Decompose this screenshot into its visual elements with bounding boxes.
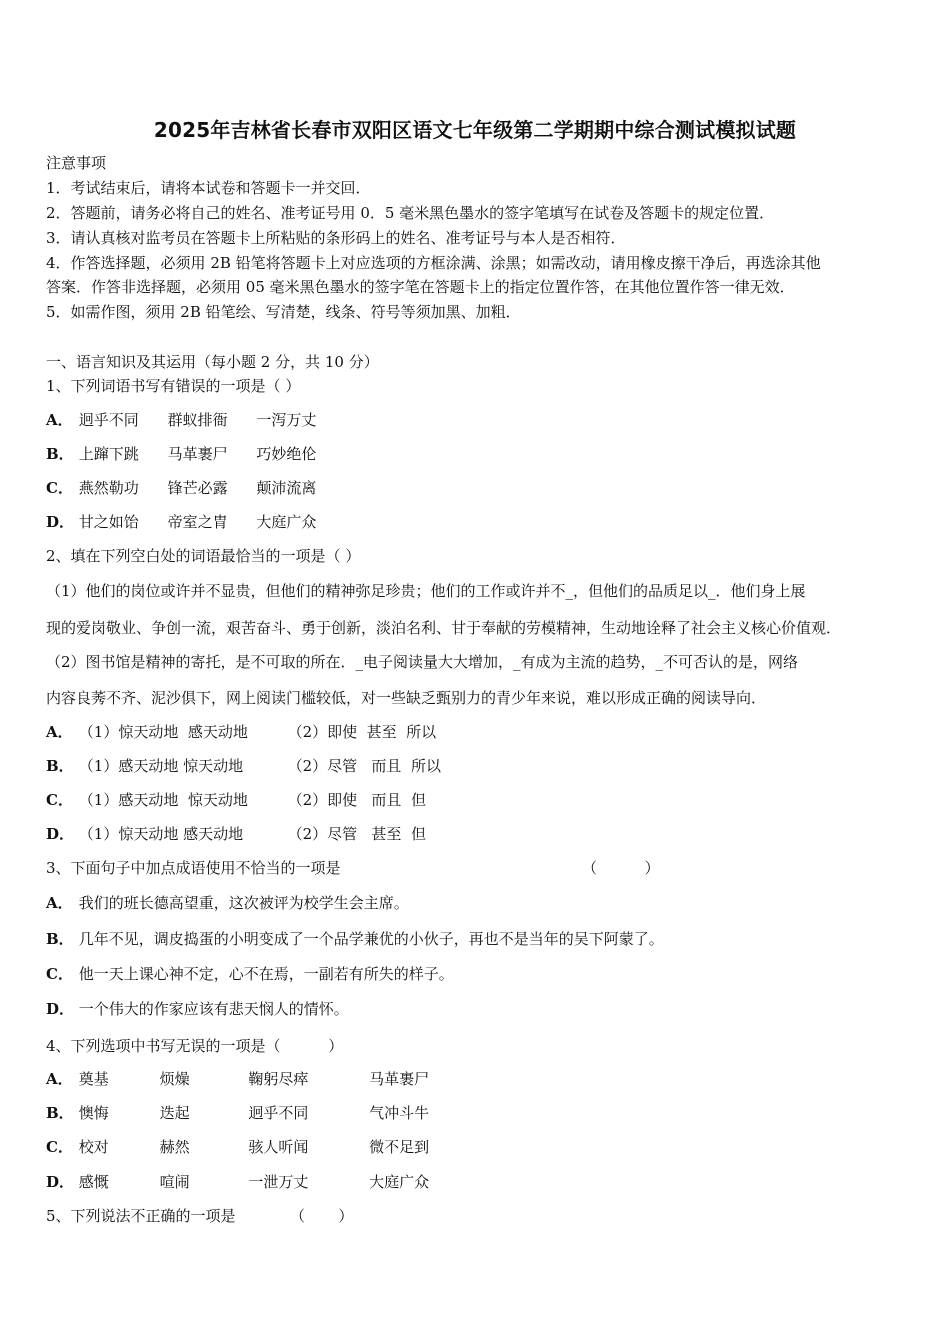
question-3-text: 3、下面句子中加点成语使用不恰当的一项是 [46,859,341,877]
question-2-paragraph: （1）他们的岗位或许并不显贵，但他们的精神弥足珍贵；他们的工作或许并不_，但他们的品质足以_．他们身上展 [46,582,806,600]
option-word: 骇人听闻 [248,1138,309,1156]
question-4-option-a [46,1069,429,1089]
question-2-option-c [46,790,426,810]
option-label: D． [46,1173,75,1191]
option-word: 群蚁排衙 [167,411,228,429]
option-word: 校对 [78,1138,109,1156]
option-word: 烦燥 [159,1070,190,1088]
option-word: 一泄万丈 [248,1173,309,1191]
option-word: 马革裹尸 [167,445,228,463]
option-label: A． [46,723,73,741]
option-word: 迥乎不同 [248,1104,309,1122]
question-2-option-a [46,722,436,742]
option-label: D． [46,513,75,531]
option-text: 几年不见，调皮捣蛋的小明变成了一个品学兼优的小伙子，再也不是当年的吴下阿蒙了。 [78,930,664,948]
answer-bracket: （ ） [582,859,660,877]
option-word: 帝室之胄 [167,513,228,531]
question-1-stem: 1、下列词语书写有错误的一项是（ ） [46,377,301,395]
question-3-stem [46,858,341,878]
option-part: （2）尽管 甚至 但 [287,825,426,843]
option-part: （2）尽管 而且 所以 [287,757,441,775]
option-label: A． [46,1070,73,1088]
question-1-option-c [46,478,316,498]
question-3-option-b [46,929,664,949]
option-label: A． [46,894,73,912]
option-label: A． [46,411,73,429]
option-text: 他一天上课心神不定，心不在焉，一副若有所失的样子。 [78,965,454,983]
option-label: B． [46,757,74,775]
notice-heading: 注意事项 [46,154,107,172]
option-word: 喧闹 [159,1173,190,1191]
question-3-option-d [46,999,349,1019]
option-part: （1）惊天动地 感天动地 [78,825,244,843]
question-2-stem: 2、填在下列空白处的词语最恰当的一项是（ ） [46,547,361,565]
option-text: 一个伟大的作家应该有悲天悯人的情怀。 [78,1000,349,1018]
option-word: 迥乎不同 [78,411,139,429]
question-2-option-b [46,756,441,776]
option-word: 颠沛流离 [256,479,317,497]
option-label: B． [46,930,74,948]
option-label: C． [46,479,73,497]
notice-item: 5．如需作图，须用 2B 铅笔绘、写清楚，线条、符号等须加黑、加粗． [46,303,521,321]
option-word: 感慨 [78,1173,109,1191]
option-label: C． [46,1138,73,1156]
question-4-option-d [46,1172,429,1192]
option-part: （2）即使 甚至 所以 [287,723,437,741]
notice-item: 1．考试结束后，请将本试卷和答题卡一并交回． [46,179,371,197]
page-title: 2025年吉林省长春市双阳区语文七年级第二学期期中综合测试模拟试题 [153,118,797,142]
section-heading: 一、语言知识及其运用（每小题 2 分，共 10 分） [46,353,379,371]
question-4-option-b [46,1103,429,1123]
option-part: （2）即使 而且 但 [287,791,426,809]
question-2-option-d [46,824,426,844]
option-text: 我们的班长德高望重，这次被评为校学生会主席。 [78,894,409,912]
notice-item: 答案．作答非选择题，必须用 05 毫米黑色墨水的签字笔在答题卡上的指定位置作答，在其他位置作答一律无效． [46,278,795,296]
notice-item: 2．答题前，请务必将自己的姓名、准考证号用 0．5 毫米黑色墨水的签字笔填写在试卷及答题卡的规定位置． [46,204,775,222]
option-label: B． [46,1104,74,1122]
notice-item: 4．作答选择题，必须用 2B 铅笔将答题卡上对应选项的方框涂满、涂黑；如需改动，请用橡皮擦干净后，再选涂其他 [46,254,821,272]
option-word: 燕然勒功 [78,479,139,497]
question-4-stem: 4、下列选项中书写无误的一项是（ ） [46,1037,344,1055]
option-label: C． [46,965,73,983]
question-1-option-b [46,444,316,464]
option-part: （1）感天动地 惊天动地 [78,757,244,775]
option-word: 甘之如饴 [78,513,139,531]
question-1-option-a [46,410,316,430]
option-word: 赫然 [159,1138,190,1156]
question-2-paragraph: （2）图书馆是精神的寄托，是不可取的所在．_电子阅读量大大增加，_有成为主流的趋势，_不可否认的是，网络 [46,653,799,671]
option-label: D． [46,1000,75,1018]
option-word: 气冲斗牛 [369,1104,430,1122]
option-word: 迭起 [159,1104,190,1122]
option-part: （1）感天动地 惊天动地 [78,791,248,809]
option-word: 懊悔 [78,1104,109,1122]
option-word: 马革裹尸 [369,1070,430,1088]
option-word: 锋芒必露 [167,479,228,497]
option-part: （1）惊天动地 感天动地 [78,723,248,741]
option-word: 巧妙绝伦 [256,445,317,463]
question-4-option-c [46,1137,429,1157]
question-2-paragraph: 内容良莠不齐、泥沙俱下，网上阅读门槛较低，对一些缺乏甄别力的青少年来说，难以形成正确的阅读导向． [46,689,767,707]
answer-bracket: （ ） [290,1207,354,1225]
option-label: C． [46,791,73,809]
option-word: 大庭广众 [369,1173,430,1191]
notice-item: 3．请认真核对监考员在答题卡上所粘贴的条形码上的姓名、准考证号与本人是否相符． [46,229,626,247]
option-word: 上蹿下跳 [78,445,139,463]
option-word: 微不足到 [369,1138,430,1156]
option-label: B． [46,445,74,463]
option-label: D． [46,825,75,843]
option-word: 一泻万丈 [256,411,317,429]
question-3-option-a [46,893,409,913]
question-3-option-c [46,964,454,984]
question-1-option-d [46,512,316,532]
question-2-paragraph: 现的爱岗敬业、争创一流，艰苦奋斗、勇于创新，淡泊名利、甘于奉献的劳模精神，生动地诠释了社会主义核心价值观． [46,619,842,637]
option-word: 大庭广众 [256,513,317,531]
option-word: 奠基 [78,1070,109,1088]
question-5-stem: 5、下列说法不正确的一项是 [46,1207,236,1225]
option-word: 鞠躬尽瘁 [248,1070,309,1088]
